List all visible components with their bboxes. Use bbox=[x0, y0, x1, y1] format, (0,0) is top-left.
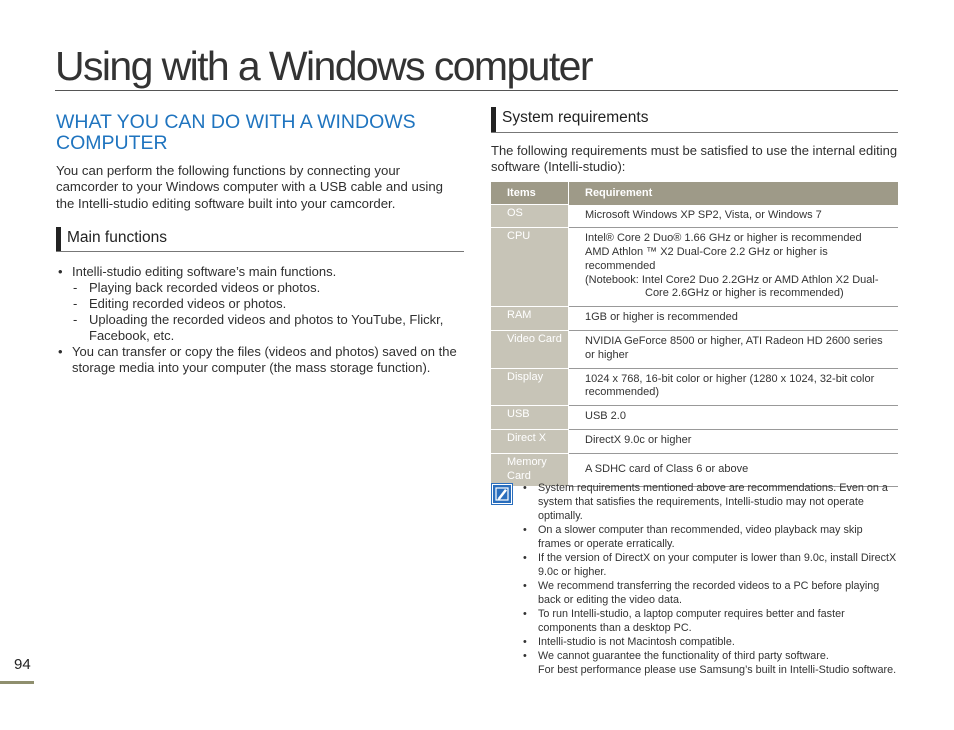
column-header-items: Items bbox=[491, 182, 569, 205]
note-item: • System requirements mentioned above are recommendations. Even on a system that satisfies the requirements, Intelli-studio may not operate optimally. bbox=[522, 481, 898, 523]
bullet-text: Intelli-studio editing software’s main functions. bbox=[72, 263, 337, 279]
row-item: Memory Card bbox=[491, 453, 569, 486]
note-pencil-icon bbox=[491, 483, 513, 505]
page-number-bar bbox=[0, 681, 34, 684]
row-value: 1GB or higher is recommended bbox=[569, 307, 899, 331]
subheading-bar bbox=[56, 227, 61, 251]
notes-list bbox=[491, 481, 898, 677]
table-row bbox=[491, 406, 898, 430]
note-item: • We recommend transferring the recorded videos to a PC before playing back or editing the video data. bbox=[522, 579, 898, 607]
cpu-line-2: AMD Athlon ™ X2 Dual-Core 2.2 GHz or higher is recommended bbox=[585, 246, 828, 272]
table-row bbox=[491, 205, 898, 228]
table-row bbox=[491, 368, 898, 406]
list-item: - Uploading the recorded videos and photos to YouTube, Flickr, Facebook, etc. bbox=[72, 312, 464, 344]
intro-paragraph: You can perform the following functions by connecting your camcorder to your Windows computer with a USB cable and using the Intelli-studio editing software built into your camcorder. bbox=[56, 163, 444, 211]
requirements-intro: The following requirements must be satisfied to use the internal editing software (Intelli-studio): bbox=[491, 143, 898, 174]
row-value: 1024 x 768, 16-bit color or higher (1280 x 1024, 32-bit color recommended) bbox=[569, 368, 899, 406]
right-column bbox=[491, 107, 898, 487]
cpu-line-4: Core 2.6GHz or higher is recommended) bbox=[645, 287, 844, 300]
list-item: • You can transfer or copy the files (videos and photos) saved on the storage media into your computer (the mass storage function). bbox=[56, 344, 464, 376]
row-value: Microsoft Windows XP SP2, Vista, or Windows 7 bbox=[569, 205, 899, 228]
table-row bbox=[491, 307, 898, 331]
row-value: A SDHC card of Class 6 or above bbox=[569, 453, 899, 486]
table-row bbox=[491, 430, 898, 454]
note-item: • To run Intelli-studio, a laptop computer requires better and faster components than a desktop PC. bbox=[522, 607, 898, 635]
note-item bbox=[522, 649, 898, 677]
row-value bbox=[569, 228, 899, 307]
cpu-line-1: Intel® Core 2 Duo® 1.66 GHz or higher is recommended bbox=[585, 232, 862, 245]
page-title: Using with a Windows computer bbox=[55, 43, 592, 89]
list-item: - Editing recorded videos or photos. bbox=[72, 296, 464, 312]
row-item: Direct X bbox=[491, 430, 569, 454]
requirements-table bbox=[491, 182, 898, 487]
subheading-bar bbox=[491, 107, 496, 132]
subheading-label: Main functions bbox=[67, 228, 167, 246]
left-column bbox=[56, 112, 464, 376]
note-item: • Intelli-studio is not Macintosh compatible. bbox=[522, 635, 898, 649]
row-item: Video Card bbox=[491, 331, 569, 369]
table-row bbox=[491, 331, 898, 369]
cpu-line-3: (Notebook: Intel Core2 Duo 2.2GHz or AMD Athlon X2 Dual- bbox=[585, 273, 879, 286]
row-item: RAM bbox=[491, 307, 569, 331]
row-item: Display bbox=[491, 368, 569, 406]
subheading-label: System requirements bbox=[502, 109, 649, 126]
main-functions-subheading bbox=[56, 227, 464, 252]
list-item: - Playing back recorded videos or photos. bbox=[72, 280, 464, 296]
row-item: USB bbox=[491, 406, 569, 430]
table-row bbox=[491, 228, 898, 307]
list-item bbox=[56, 264, 464, 344]
row-item: OS bbox=[491, 205, 569, 228]
title-divider bbox=[55, 90, 898, 91]
sub-list bbox=[72, 280, 464, 344]
row-item: CPU bbox=[491, 228, 569, 307]
page-number: 94 bbox=[14, 656, 31, 673]
row-value: USB 2.0 bbox=[569, 406, 899, 430]
note-line: For best performance please use Samsung’s built in Intelli-Studio software. bbox=[538, 664, 897, 676]
column-header-requirement: Requirement bbox=[569, 182, 899, 205]
note-item: • If the version of DirectX on your computer is lower than 9.0c, install DirectX 9.0c or higher. bbox=[522, 551, 898, 579]
system-requirements-subheading bbox=[491, 107, 898, 133]
note-item: • On a slower computer than recommended, video playback may skip frames or operate erratically. bbox=[522, 523, 898, 551]
row-value: DirectX 9.0c or higher bbox=[569, 430, 899, 454]
section-heading: WHAT YOU CAN DO WITH A WINDOWS COMPUTER bbox=[56, 111, 416, 154]
table-header-row bbox=[491, 182, 898, 205]
notes-section bbox=[491, 481, 898, 677]
row-value: NVIDIA GeForce 8500 or higher, ATI Radeon HD 2600 series or higher bbox=[569, 331, 899, 369]
functions-list bbox=[56, 264, 464, 376]
note-line: • We cannot guarantee the functionality of third party software. bbox=[538, 650, 829, 662]
